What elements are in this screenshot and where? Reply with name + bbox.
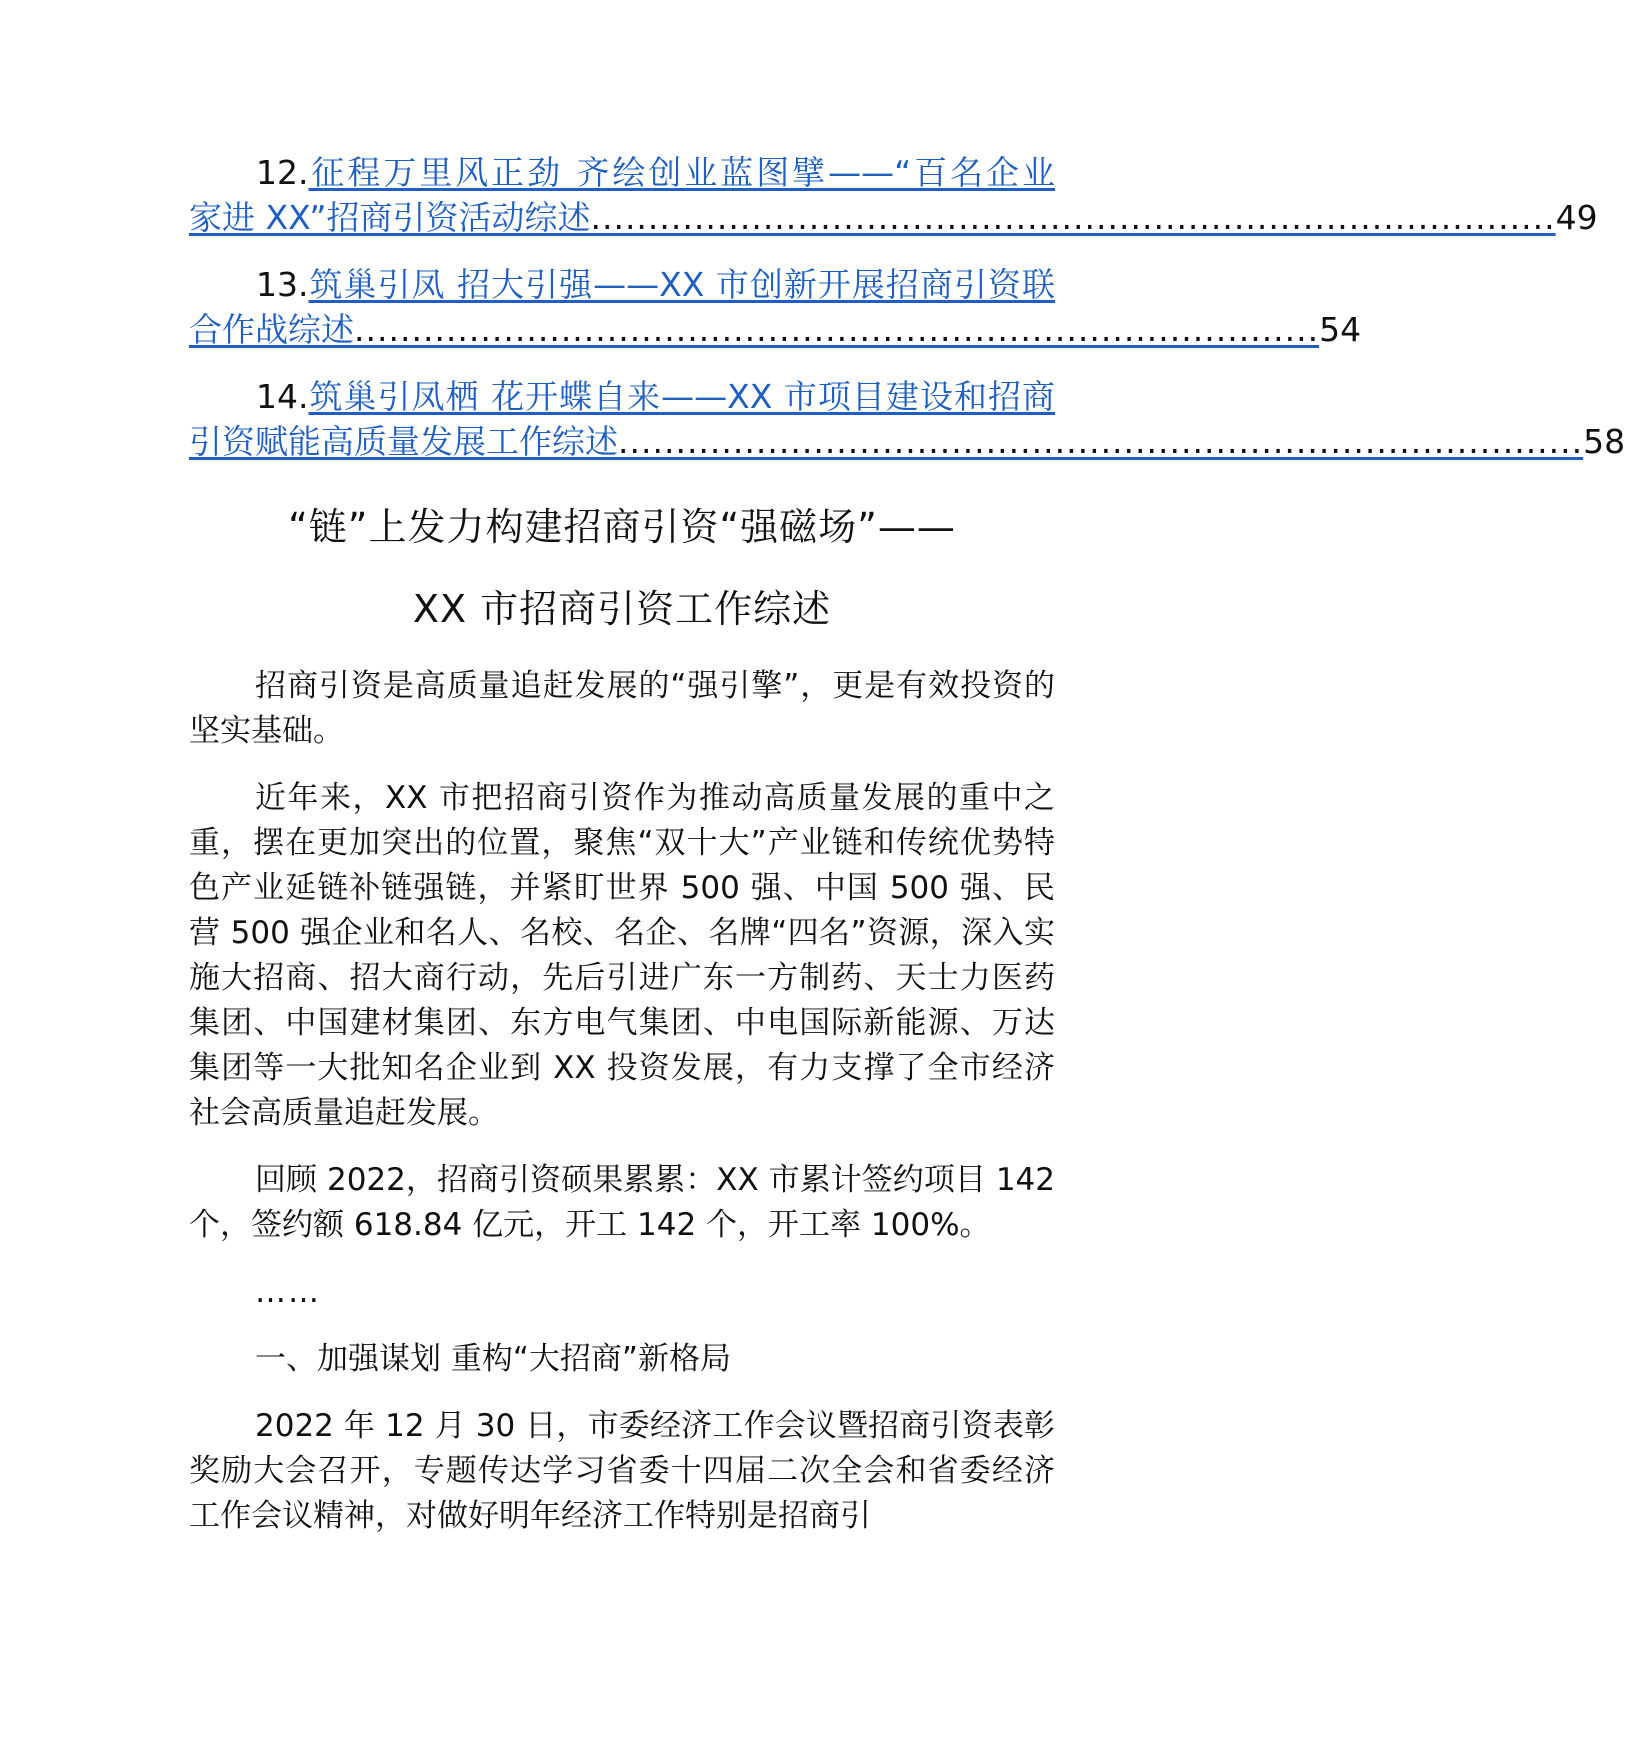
toc-entry-link[interactable]: 征程万里风正劲 齐绘创业蓝图擘——“百名企业: [308, 153, 1055, 192]
toc-entry-line1: [189, 262, 1055, 307]
toc-entry-13[interactable]: [189, 262, 1362, 352]
toc-entry-link-continued[interactable]: 合作战综述: [189, 310, 354, 349]
article-title: [189, 486, 1055, 650]
toc-entry-12[interactable]: [189, 150, 1598, 240]
document-page: [189, 150, 1625, 1561]
toc-entry-line2: [189, 419, 1625, 464]
toc-entry-number: 12.: [256, 153, 309, 192]
toc-entry-line1: [189, 374, 1055, 419]
toc-page-number: 49: [1555, 198, 1598, 237]
toc-entry-link[interactable]: 筑巢引凤栖 花开蝶自来——XX 市项目建设和招商: [308, 377, 1055, 416]
toc-dot-leader: ....................................................................................: [618, 422, 1584, 461]
toc-entry-14[interactable]: [189, 374, 1625, 464]
toc-dot-leader: ....................................................................................: [590, 198, 1556, 237]
toc-entry-line2: [189, 195, 1598, 240]
toc-entry-line2: [189, 307, 1362, 352]
toc-dot-leader: ....................................................................................: [354, 310, 1320, 349]
toc-entry-number: 13.: [256, 265, 309, 304]
article-title-line1: “链”上发力构建招商引资“强磁场”——: [288, 505, 956, 549]
toc-entry-number: 14.: [256, 377, 309, 416]
table-of-contents: [189, 150, 1625, 464]
article-title-line2: XX 市招商引资工作综述: [412, 587, 832, 631]
toc-page-number: 54: [1319, 310, 1362, 349]
section-heading: 一、加强谋划 重构“大招商”新格局: [255, 1341, 731, 1377]
section-paragraph: 2022 年 12 月 30 日，市委经济工作会议暨招商引资表彰奖励大会召开，专题传达学习省委十四届二次全会和省委经济工作会议精神，对做好明年经济工作特别是招商引: [189, 1408, 1055, 1534]
toc-entry-link-continued[interactable]: 家进 XX”招商引资活动综述: [189, 198, 591, 237]
toc-entry-link[interactable]: 筑巢引凤 招大引强——XX 市创新开展招商引资联: [308, 265, 1055, 304]
toc-entry-line1: [189, 150, 1055, 195]
toc-page-number: 58: [1583, 422, 1625, 461]
ellipsis-separator: ……: [255, 1274, 321, 1310]
intro-paragraph: 招商引资是高质量追赶发展的“强引擎”，更是有效投资的坚实基础。: [189, 668, 1055, 749]
body-paragraph: 近年来，XX 市把招商引资作为推动高质量发展的重中之重，摆在更加突出的位置，聚焦“双十大”产业链和传统优势特色产业延链补链强链，并紧盯世界 500 强、中国 500 强、民营 500 强企业和名人、名校、名企、名牌“四名”资源，深入实施大招商、招大商行动，先后引进广东一方制药、天士力医药集团、中国建材集团、东方电气集团、中电国际新能源、万达集团等一大批知名企业到 XX 投资发展，有力支撑了全市经济社会高质量追赶发展。: [189, 780, 1055, 1131]
review-paragraph: 回顾 2022，招商引资硕果累累：XX 市累计签约项目 142 个，签约额 618.84 亿元，开工 142 个，开工率 100%。: [189, 1162, 1055, 1243]
toc-entry-link-continued[interactable]: 引资赋能高质量发展工作综述: [189, 422, 618, 461]
